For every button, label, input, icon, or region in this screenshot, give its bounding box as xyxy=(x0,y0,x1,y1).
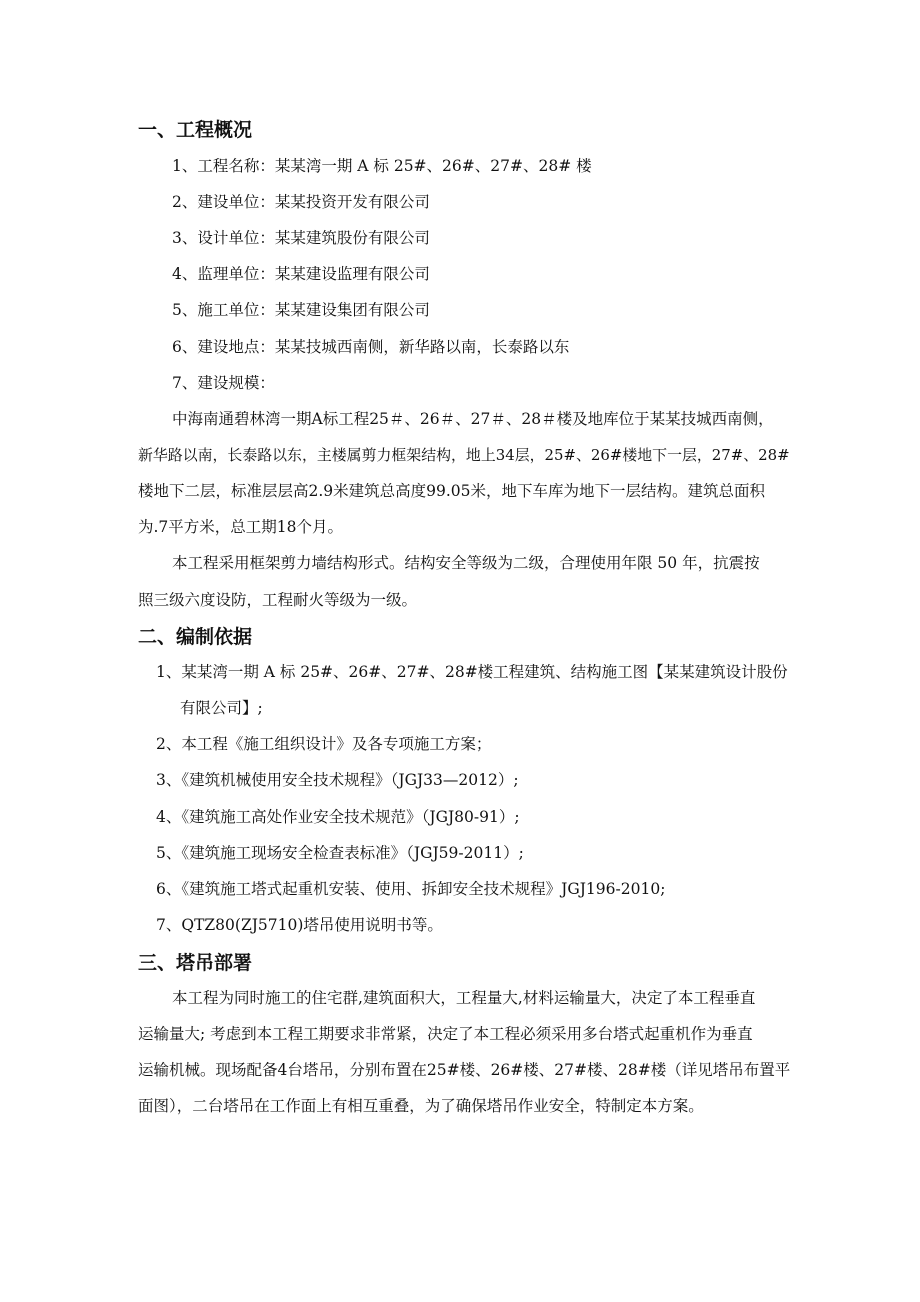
section-heading-basis: 二、编制依据 xyxy=(138,626,253,648)
reference-item: 4、《建筑施工高处作业安全技术规范》（JGJ80-91）; xyxy=(156,808,520,826)
deployment-paragraph-line: 运输机械。现场配备4台塔吊，分别布置在25#楼、26#楼、27#楼、28#楼（详见塔吊布置平 xyxy=(138,1061,791,1079)
deployment-paragraph-line: 面图），二台塔吊在工作面上有相互重叠，为了确保塔吊作业安全，特制定本方案。 xyxy=(138,1097,704,1115)
deployment-paragraph-line: 本工程为同时施工的住宅群,建筑面积大，工程量大,材料运输量大，决定了本工程垂直 xyxy=(172,989,756,1007)
reference-item: 5、《建筑施工现场安全检查表标准》（JGJ59-2011）; xyxy=(156,844,524,862)
section-heading-overview: 一、工程概况 xyxy=(138,119,253,141)
location-item: 6、建设地点：某某技城西南侧，新华路以南，长泰路以东 xyxy=(172,338,570,356)
structure-paragraph-line: 照三级六度设防，工程耐火等级为一级。 xyxy=(138,591,418,609)
scale-paragraph-line: 为.7平方米，总工期18个月。 xyxy=(138,518,344,536)
contractor-item: 5、施工单位：某某建设集团有限公司 xyxy=(172,301,430,319)
designer-item: 3、设计单位：某某建筑股份有限公司 xyxy=(172,229,430,247)
scale-paragraph-line: 中海南通碧林湾一期A标工程25＃、26＃、27＃、28＃楼及地库位于某某技城西南侧， xyxy=(172,410,774,428)
scale-paragraph-line: 楼地下二层，标准层层高2.9米建筑总高度99.05米，地下车库为地下一层结构。建筑总面积 xyxy=(138,482,766,500)
scale-paragraph-line: 新华路以南，长泰路以东，主楼属剪力框架结构，地上34层，25#、26#楼地下一层，27#、28# xyxy=(138,446,790,464)
reference-item: 1、某某湾一期 A 标 25#、26#、27#、28#楼工程建筑、结构施工图【某某建筑设计股份 xyxy=(156,663,788,681)
structure-paragraph-line: 本工程采用框架剪力墙结构形式。结构安全等级为二级，合理使用年限 50 年，抗震按 xyxy=(172,554,760,572)
project-name-item: 1、工程名称：某某湾一期 A 标 25#、26#、27#、28# 楼 xyxy=(172,157,592,175)
reference-item: 3、《建筑机械使用安全技术规程》（JGJ33—2012）; xyxy=(156,771,519,789)
reference-item: 7、QTZ80(ZJ5710)塔吊使用说明书等。 xyxy=(156,916,443,934)
reference-item: 6、《建筑施工塔式起重机安装、使用、拆卸安全技术规程》JGJ196-2010; xyxy=(156,880,666,898)
reference-item-continuation: 有限公司】; xyxy=(180,699,263,717)
scale-item: 7、建设规模： xyxy=(172,374,275,392)
supervisor-item: 4、监理单位：某某建设监理有限公司 xyxy=(172,265,430,283)
developer-item: 2、建设单位：某某投资开发有限公司 xyxy=(172,193,430,211)
reference-item: 2、本工程《施工组织设计》及各专项施工方案； xyxy=(156,735,492,753)
deployment-paragraph-line: 运输量大; 考虑到本工程工期要求非常紧，决定了本工程必须采用多台塔式起重机作为垂直 xyxy=(138,1025,753,1043)
section-heading-tower-crane: 三、塔吊部署 xyxy=(138,952,253,974)
